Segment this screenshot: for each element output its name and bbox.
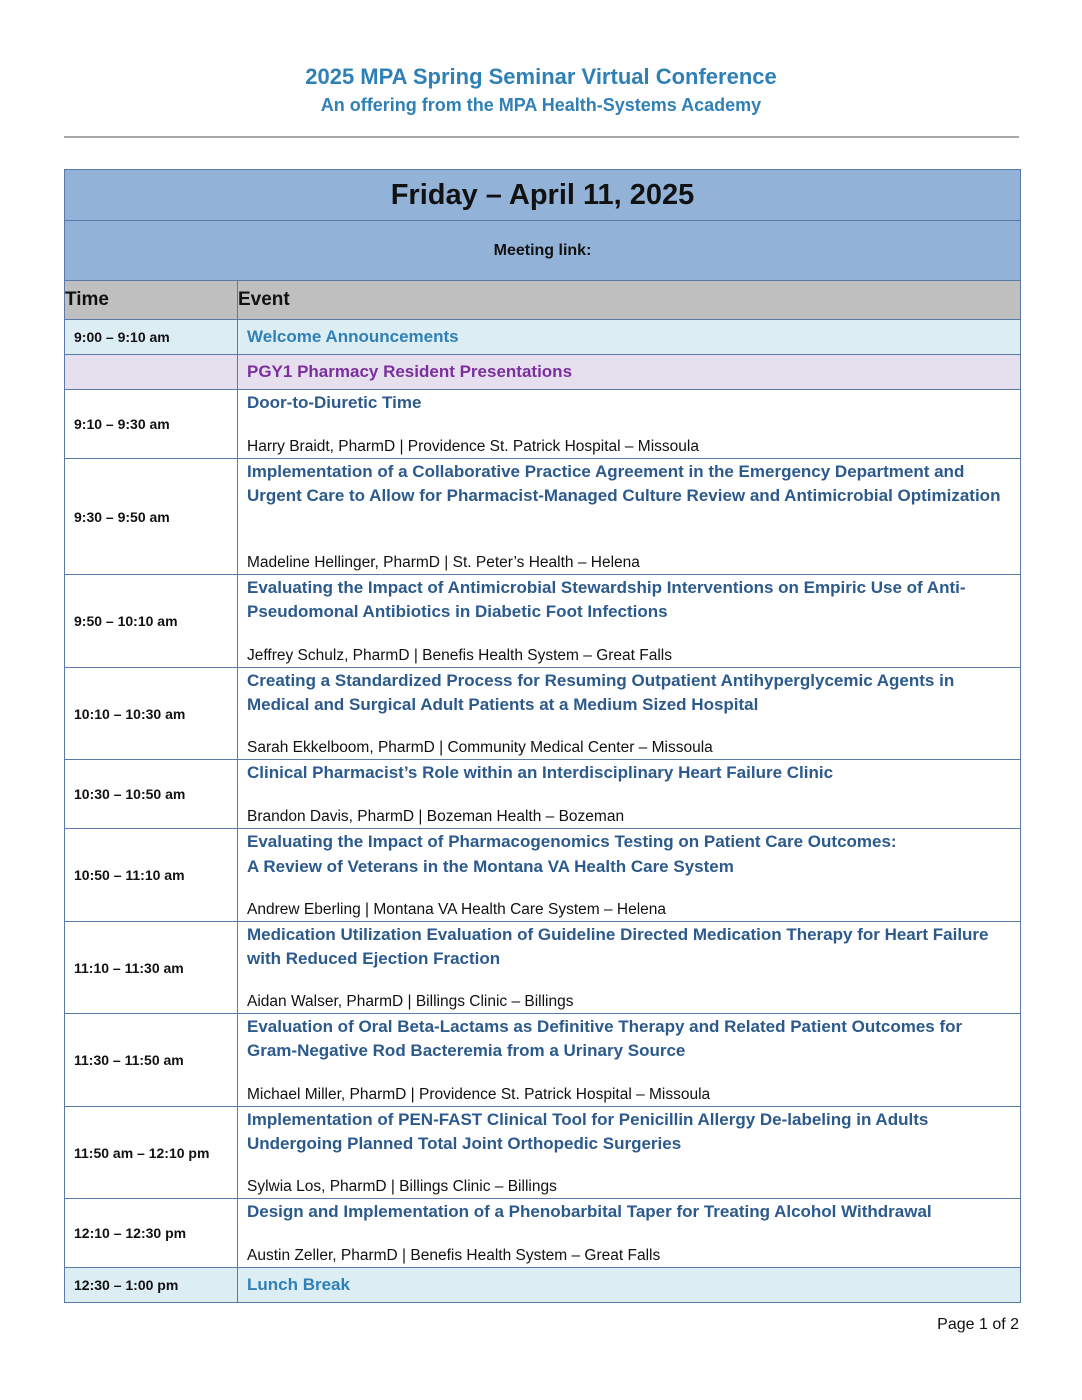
session-event	[238, 1268, 1021, 1303]
table-row	[65, 1107, 1021, 1199]
session-time	[65, 355, 238, 390]
session-event	[238, 1107, 1021, 1199]
page-number: Page 1 of 2	[937, 1316, 1019, 1333]
session-event	[238, 1014, 1021, 1107]
column-header-time: Time	[65, 281, 238, 320]
conference-title: 2025 MPA Spring Seminar Virtual Conference	[305, 64, 777, 89]
session-speaker: Michael Miller, PharmD | Providence St. Patrick Hospital – Missoula	[247, 1086, 711, 1103]
session-time: 10:50 – 11:10 am	[65, 829, 238, 922]
session-time: 10:10 – 10:30 am	[65, 668, 238, 760]
session-time: 9:50 – 10:10 am	[65, 575, 238, 668]
session-speaker: Sarah Ekkelboom, PharmD | Community Medical Center – Missoula	[247, 739, 713, 756]
table-row	[65, 355, 1021, 390]
table-row	[65, 668, 1021, 760]
day-header-row	[65, 170, 1021, 221]
session-speaker: Madeline Hellinger, PharmD | St. Peter’s Health – Helena	[247, 554, 640, 571]
session-title: Lunch Break	[247, 1275, 350, 1294]
session-event	[238, 355, 1021, 390]
session-speaker: Harry Braidt, PharmD | Providence St. Patrick Hospital – Missoula	[247, 438, 699, 455]
session-title: Welcome Announcements	[247, 327, 459, 346]
table-row	[65, 575, 1021, 668]
table-row	[65, 1014, 1021, 1107]
session-time: 9:00 – 9:10 am	[65, 320, 238, 355]
session-event	[238, 320, 1021, 355]
session-time: 12:30 – 1:00 pm	[65, 1268, 238, 1303]
session-speaker: Aidan Walser, PharmD | Billings Clinic – Billings	[247, 993, 574, 1010]
session-speaker: Jeffrey Schulz, PharmD | Benefis Health System – Great Falls	[247, 647, 672, 664]
table-row	[65, 1268, 1021, 1303]
meeting-link-label: Meeting link:	[65, 221, 1021, 281]
session-title-line-2: A Review of Veterans in the Montana VA Health Care System	[247, 857, 734, 876]
session-event	[238, 668, 1021, 760]
session-title: Door-to-Diuretic Time	[247, 393, 422, 412]
table-row	[65, 1199, 1021, 1268]
session-time: 12:10 – 12:30 pm	[65, 1199, 238, 1268]
session-event	[238, 459, 1021, 575]
session-title: Implementation of a Collaborative Practice Agreement in the Emergency Department and Urgent Care to Allow for Pharmacist-Managed Culture Review and Antimicrobial Optimization	[247, 462, 1001, 505]
session-time: 11:10 – 11:30 am	[65, 922, 238, 1014]
session-title: Design and Implementation of a Phenobarbital Taper for Treating Alcohol Withdrawal	[247, 1202, 932, 1221]
session-time: 11:30 – 11:50 am	[65, 1014, 238, 1107]
session-title: Creating a Standardized Process for Resuming Outpatient Antihyperglycemic Agents in Medical and Surgical Adult Patients at a Medium Sized Hospital	[247, 671, 955, 714]
column-header-event: Event	[238, 281, 1021, 320]
session-speaker: Austin Zeller, PharmD | Benefis Health System – Great Falls	[247, 1247, 661, 1264]
day-heading: Friday – April 11, 2025	[65, 170, 1021, 221]
table-row	[65, 459, 1021, 575]
session-time: 9:10 – 9:30 am	[65, 390, 238, 459]
session-speaker: Sylwia Los, PharmD | Billings Clinic – Billings	[247, 1178, 557, 1195]
session-title: Evaluating the Impact of Antimicrobial Stewardship Interventions on Empiric Use of Anti-Pseudomonal Antibiotics in Diabetic Foot Infections	[247, 578, 966, 621]
meeting-link-row	[65, 221, 1021, 281]
session-event	[238, 575, 1021, 668]
session-event	[238, 390, 1021, 459]
session-event	[238, 760, 1021, 829]
column-header-row	[65, 281, 1021, 320]
table-row	[65, 320, 1021, 355]
session-time: 9:30 – 9:50 am	[65, 459, 238, 575]
section-title: PGY1 Pharmacy Resident Presentations	[247, 362, 573, 381]
session-speaker: Andrew Eberling | Montana VA Health Care System – Helena	[247, 901, 667, 918]
schedule-table	[64, 169, 1021, 1303]
session-title: Evaluation of Oral Beta-Lactams as Definitive Therapy and Related Patient Outcomes for Gram-Negative Rod Bacteremia from a Urinary Source	[247, 1017, 963, 1060]
session-event	[238, 829, 1021, 922]
session-title: Implementation of PEN-FAST Clinical Tool for Penicillin Allergy De-labeling in Adults Undergoing Planned Total Joint Orthopedic Surgeries	[247, 1110, 929, 1153]
session-event	[238, 1199, 1021, 1268]
session-title: Medication Utilization Evaluation of Guideline Directed Medication Therapy for Heart Failure with Reduced Ejection Fraction	[247, 925, 989, 968]
table-row	[65, 829, 1021, 922]
session-speaker: Brandon Davis, PharmD | Bozeman Health – Bozeman	[247, 808, 625, 825]
conference-subtitle: An offering from the MPA Health-Systems Academy	[320, 95, 762, 115]
session-time: 11:50 am – 12:10 pm	[65, 1107, 238, 1199]
session-title: Evaluating the Impact of Pharmacogenomics Testing on Patient Care Outcomes:	[247, 832, 897, 851]
table-row	[65, 760, 1021, 829]
session-event	[238, 922, 1021, 1014]
table-row	[65, 390, 1021, 459]
session-title: Clinical Pharmacist’s Role within an Interdisciplinary Heart Failure Clinic	[247, 763, 834, 782]
session-time: 10:30 – 10:50 am	[65, 760, 238, 829]
table-row	[65, 922, 1021, 1014]
header-divider	[64, 136, 1019, 138]
